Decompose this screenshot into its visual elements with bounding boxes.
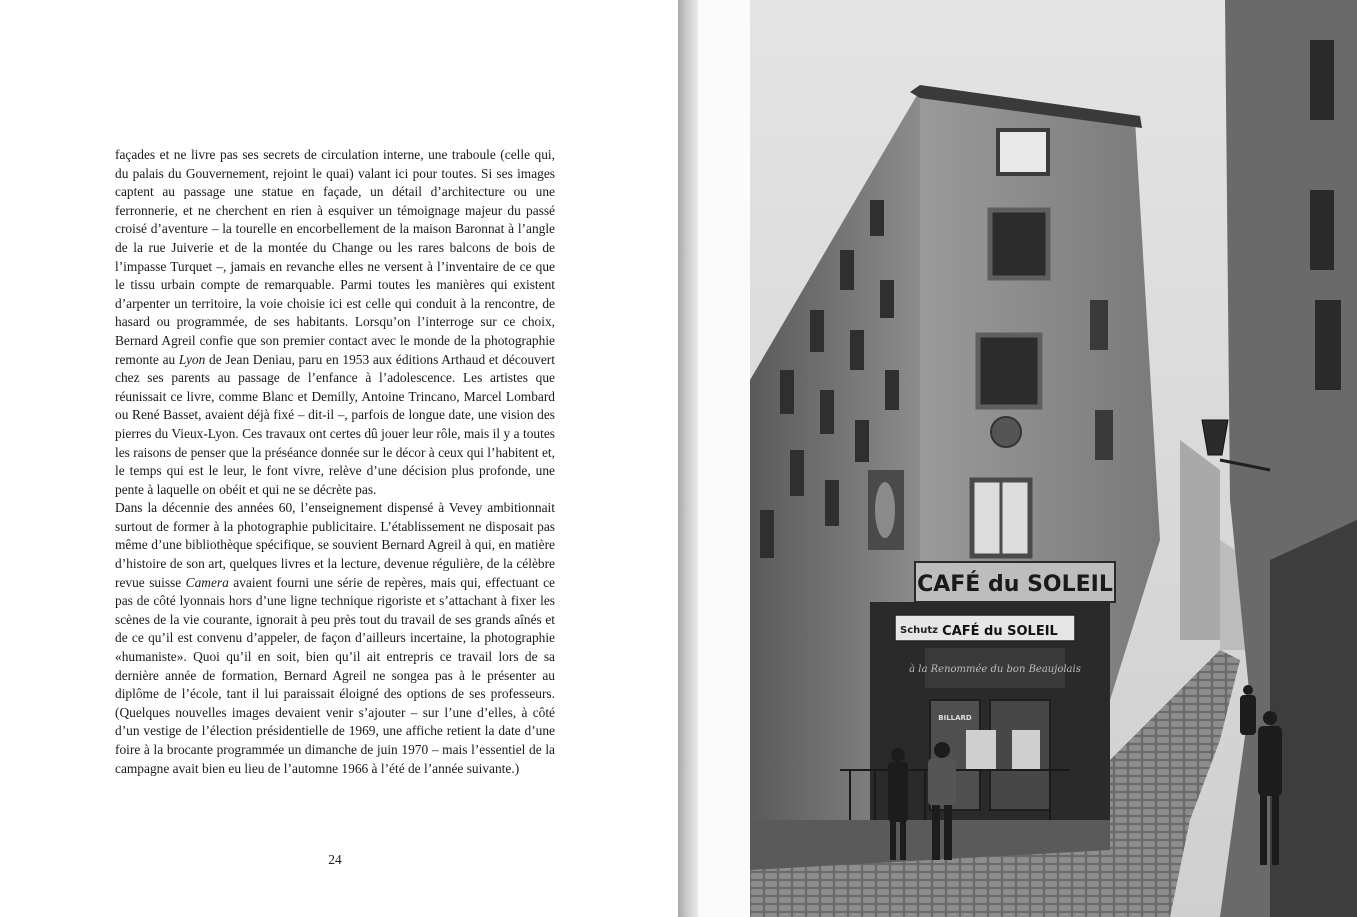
cafe-banner: CAFÉ du SOLEIL [942, 624, 1058, 639]
left-page [0, 0, 678, 917]
paragraph-2-text: Dans la décennie des années 60, l’enseignement dispensé à Vevey ambitionnait surtout de former à la photographie publicitaire. L’établissement ne disposait pas même d’une bibliothèque spécifique, se souvient Bernard Agreil à qui, en matière d’histoire de son art, quelques livres et la lecture, devenue régulière, de la célèbre revue suisse [115, 500, 555, 590]
street-photograph [750, 0, 1357, 917]
book-title-italic: Lyon [178, 351, 206, 367]
cafe-banner-brand: Schutz [900, 625, 938, 636]
door-label: BILLARD [938, 714, 972, 722]
paragraph-1-text: façades et ne livre pas ses secrets de circulation interne, une traboule (celle qui, du palais du Gouvernement, rejoint le quai) valant ici pour toutes. Si ses images captent au passage une statue en façade, un détail d’architecture ou une ferronnerie, et ne cherchent en rien à esquiver un témoignage majeur du passé croisé d’aventure – la tourelle en encorbellement de la maison Baronnat à l’angle de la rue Juiverie et de la montée du Change ou les rares balcons de bois de l’impasse Turquet –, jamais en revanche elles ne versent à l’inventaire de ce que le tissu urbain compte de remarquable. Parmi toutes les manières qui existent d’arpenter un territoire, la voie choisie ici est celle qui conduit à la rencontre, de hasard ou programmée, de ses habitants. Lorsqu’on l’interroge sur ce choix, Bernard Agreil confie que son premier contact avec le monde de la photographie remonte au [115, 147, 555, 367]
window-script: à la Renommée du bon Beaujolais [909, 664, 1081, 675]
paragraph-1-continued: de Jean Deniau, paru en 1953 aux éditions Arthaud et découvert chez ses parents au passage de l’enfance à l’adolescence. Les artistes que réunissait ce livre, comme Blanc et Demilly, Antoine Trincano, Marcel Lombard ou René Basset, avaient déjà fixé – dit-il –, parfois de longue date, une vision des pierres du Vieux-Lyon. Ces travaux ont certes dû jouer leur rôle, mais il y a toutes les raisons de penser que la préséance donnée sur le décor à ceux qui l’habitent et, le temps qui est le leur, le font vivre, relève d’une décision plus profonde, une pente à laquelle on obéit et qui ne se décrète pas. [115, 351, 555, 497]
page-number: 24 [328, 852, 342, 867]
cafe-sign-main: CAFÉ du SOLEIL [917, 572, 1113, 597]
book-gutter-shadow [678, 0, 698, 917]
paragraph-2 [115, 499, 555, 778]
body-text [115, 146, 555, 778]
paragraph-1 [115, 146, 555, 499]
paragraph-2-continued: avaient fourni une série de repères, mais qui, effectuant ce pas de côté lyonnais hors d’une ligne technique rigoriste et s’attachant à fixer les scènes de la vie courante, ignorait à peu près tout du travail de ses grands aînés et de ce qu’il est convenu d’appeler, de façon d’ailleurs incertaine, la photographie «humaniste». Quoi qu’il en soit, bien qu’il ait entrepris ce travail lors de sa dernière année de formation, Bernard Agreil ne songea pas à le présenter au diplôme de l’école, tant il lui paraissait éloigné des options de ses professeurs. (Quelques nouvelles images devaient venir s’ajouter – sur l’une d’elles, à côté d’un vestige de l’élection présidentielle de 1969, une affiche retient la date d’une foire à la brocante programmée un dimanche de juin 1970 – mais l’essentiel de la campagne avait bien eu lieu de l’automne 1966 à l’été de l’année suivante.) [115, 574, 555, 776]
magazine-title-italic: Camera [185, 574, 229, 590]
